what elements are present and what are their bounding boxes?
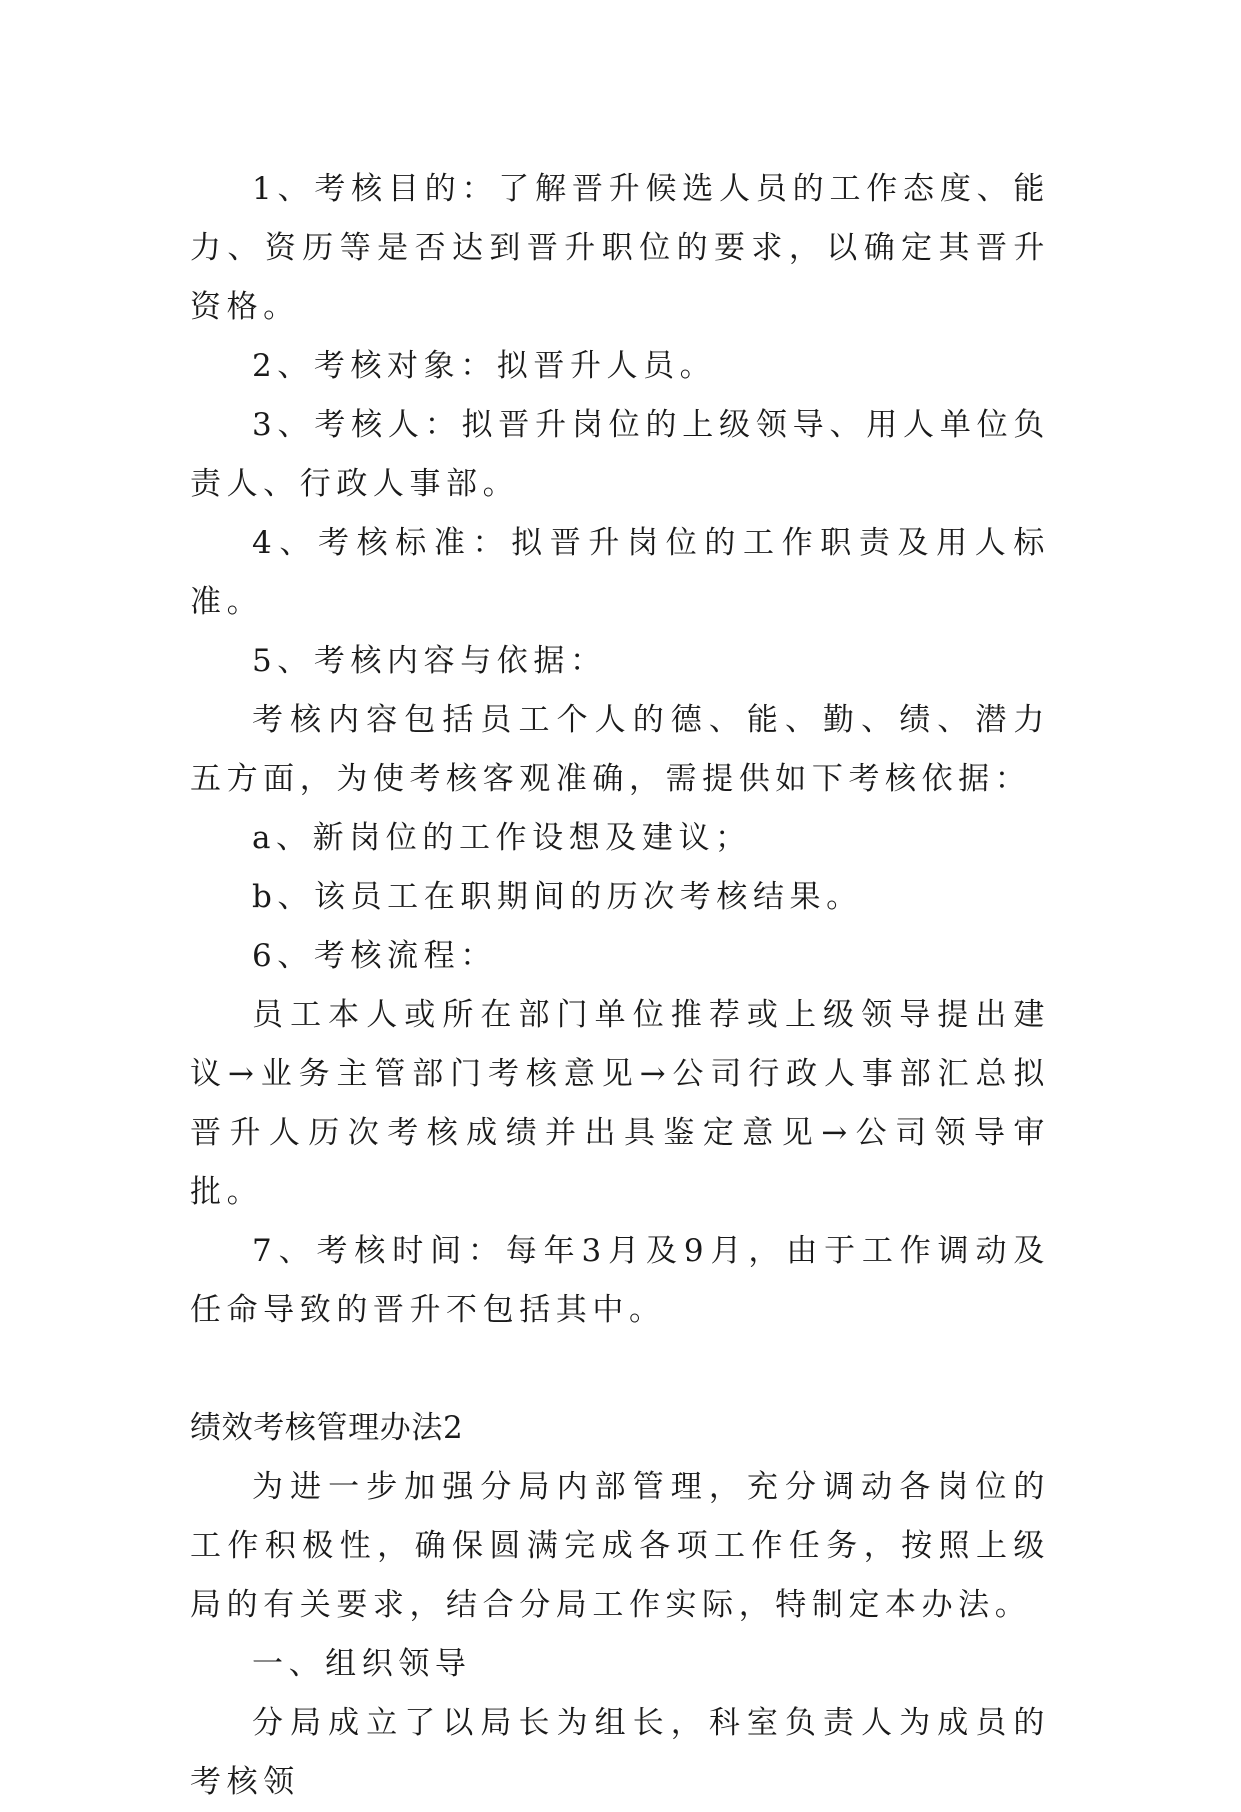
section-title: 绩效考核管理办法2: [190, 1410, 464, 1446]
paragraph-content-basis-heading: 5、考核内容与依据：: [252, 643, 607, 679]
paragraph-organization: 分局成立了以局长为组长，科室负责人为成员的考核领: [190, 1705, 1050, 1800]
paragraph-basis-b: b、该员工在职期间的历次考核结果。: [252, 879, 863, 915]
paragraph-basis-a: a、新岗位的工作设想及建议；: [252, 820, 752, 856]
paragraph-process-heading: 6、考核流程：: [252, 938, 497, 974]
paragraph-assessor: 3、考核人：拟晋升岗位的上级领导、用人单位负责人、行政人事部。: [190, 407, 1050, 502]
paragraph-content-basis: 考核内容包括员工个人的德、能、勤、绩、潜力五方面，为使考核客观准确，需提供如下考核依据：: [190, 702, 1050, 797]
paragraph-purpose: 1、考核目的：了解晋升候选人员的工作态度、能力、资历等是否达到晋升职位的要求，以确定其晋升资格。: [190, 171, 1050, 325]
paragraph-time: 7、考核时间：每年3月及9月，由于工作调动及任命导致的晋升不包括其中。: [190, 1233, 1050, 1328]
paragraph-process: 员工本人或所在部门单位推荐或上级领导提出建议→业务主管部门考核意见→公司行政人事部汇总拟晋升人历次考核成绩并出具鉴定意见→公司领导审批。: [190, 997, 1050, 1210]
paragraph-target: 2、考核对象：拟晋升人员。: [252, 348, 717, 384]
paragraph-organization-heading: 一、组织领导: [252, 1646, 472, 1682]
paragraph-intro: 为进一步加强分局内部管理，充分调动各岗位的工作积极性，确保圆满完成各项工作任务，按照上级局的有关要求，结合分局工作实际，特制定本办法。: [190, 1469, 1050, 1623]
paragraph-standard: 4、考核标准：拟晋升岗位的工作职责及用人标准。: [190, 525, 1050, 620]
document-body: [190, 160, 1050, 1812]
section-gap: [190, 1340, 1050, 1399]
